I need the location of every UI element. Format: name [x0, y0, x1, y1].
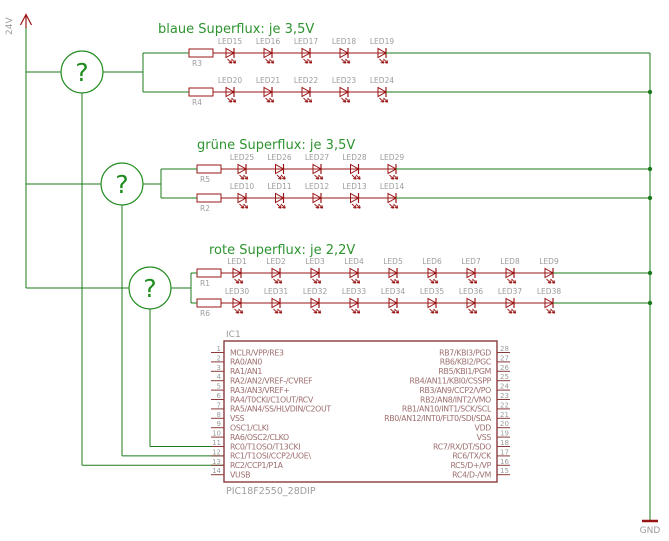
resistor-R4[interactable] — [189, 88, 213, 96]
led-name: LED7 — [461, 257, 481, 266]
resistor-body[interactable] — [197, 194, 221, 202]
resistor-R6[interactable] — [197, 299, 221, 307]
led-LED26[interactable] — [276, 164, 286, 179]
resistor-R3[interactable] — [189, 49, 213, 57]
gnd-label: GND — [639, 526, 661, 536]
junction-dot — [648, 271, 652, 275]
led-LED3[interactable] — [311, 268, 321, 283]
led-LED35[interactable] — [428, 298, 438, 313]
led-emission-arrows-icon — [228, 98, 236, 102]
led-name: LED11 — [267, 182, 292, 191]
led-name: LED15 — [217, 37, 243, 46]
led-emission-arrows-icon — [508, 309, 516, 313]
junction-dot — [648, 301, 652, 305]
led-LED29[interactable] — [388, 164, 398, 179]
led-name: LED2 — [266, 257, 286, 266]
led-name: LED32 — [302, 287, 328, 296]
led-name: LED38 — [536, 287, 562, 296]
led-LED14[interactable] — [388, 193, 398, 208]
pin-number: 17 — [500, 448, 509, 457]
led-emission-arrows-icon — [228, 59, 236, 63]
led-emission-arrows-icon — [342, 59, 350, 63]
group-title: grüne Superflux: je 3,5V — [197, 138, 356, 153]
led-LED32[interactable] — [311, 298, 321, 313]
pin-label: VDD — [474, 423, 491, 433]
led-LED20[interactable] — [226, 87, 236, 102]
led-LED7[interactable] — [467, 268, 477, 283]
pin-label: VUSB — [230, 470, 251, 480]
led-LED5[interactable] — [389, 268, 399, 283]
pin-label: RA2/AN2/VREF-/CVREF — [230, 376, 313, 386]
pin-label: RC4/D-/VM — [452, 470, 491, 480]
resistor-R1[interactable] — [197, 269, 221, 277]
pin-label: RA0/AN0 — [230, 357, 263, 367]
pin-number: 24 — [500, 382, 509, 391]
led-name: LED30 — [224, 287, 250, 296]
pin-number: 1 — [216, 345, 221, 353]
pin-label: RB7/KBI3/PGD — [439, 348, 491, 358]
led-name: LED37 — [497, 287, 523, 296]
led-emission-arrows-icon — [266, 59, 274, 63]
led-emission-arrows-icon — [390, 175, 398, 179]
led-name: LED35 — [419, 287, 445, 296]
led-emission-arrows-icon — [274, 279, 282, 283]
junction-dot — [648, 196, 652, 200]
pin-label: RB1/AN10/INT1/SCK/SCL — [401, 404, 491, 414]
pin-label: RC0/T1OSO/T13CKI — [230, 442, 301, 452]
resistor-name: R5 — [200, 175, 210, 184]
led-name: LED10 — [229, 182, 255, 191]
led-name: LED24 — [369, 76, 395, 85]
pin-number: 26 — [500, 363, 509, 372]
pin-number: 18 — [500, 439, 509, 447]
driver-question-mark: ? — [143, 274, 157, 303]
pin-label: RB3/AN9/CCP2/VPO — [419, 385, 491, 395]
led-name: LED16 — [255, 37, 281, 46]
pin-number: 8 — [216, 410, 221, 419]
led-emission-arrows-icon — [430, 309, 438, 313]
led-name: LED25 — [229, 153, 255, 162]
led-name: LED14 — [379, 182, 405, 191]
pin-label: RC5/D+/VP — [450, 461, 491, 471]
resistor-name: R2 — [200, 204, 210, 213]
led-emission-arrows-icon — [240, 204, 248, 208]
led-name: LED4 — [344, 257, 364, 266]
pin-label: RC7/RX/DT/SDO — [432, 442, 491, 452]
led-name: LED29 — [379, 153, 405, 162]
led-emission-arrows-icon — [380, 59, 388, 63]
led-name: LED36 — [458, 287, 484, 296]
pin-number: 7 — [216, 401, 221, 410]
pin-number: 28 — [500, 345, 509, 353]
led-LED27[interactable] — [313, 164, 323, 179]
pin-number: 14 — [212, 467, 221, 476]
led-emission-arrows-icon — [352, 309, 360, 313]
resistor-R2[interactable] — [197, 194, 221, 202]
pin-number: 11 — [212, 439, 221, 447]
led-LED36[interactable] — [467, 298, 477, 313]
pin-number: 3 — [216, 363, 221, 372]
led-name: LED8 — [500, 257, 520, 266]
led-emission-arrows-icon — [304, 59, 312, 63]
resistor-name: R1 — [200, 279, 210, 288]
pin-label: VSS — [230, 414, 245, 424]
supply-24v-arrow-icon[interactable] — [21, 15, 32, 29]
led-name: LED28 — [342, 153, 367, 162]
pin-label: RC6/TX/CK — [452, 451, 491, 461]
led-emission-arrows-icon — [430, 279, 438, 283]
led-emission-arrows-icon — [352, 175, 360, 179]
pin-number: 16 — [500, 457, 509, 466]
led-emission-arrows-icon — [342, 98, 350, 102]
led-name: LED21 — [255, 76, 281, 85]
pin-number: 12 — [212, 448, 221, 457]
ic-designator: IC1 — [226, 330, 241, 340]
led-emission-arrows-icon — [380, 98, 388, 102]
led-emission-arrows-icon — [235, 279, 243, 283]
led-emission-arrows-icon — [277, 204, 285, 208]
pin-number: 6 — [216, 392, 221, 400]
led-name: LED20 — [217, 76, 243, 85]
pin-number: 5 — [216, 382, 221, 391]
led-emission-arrows-icon — [547, 279, 555, 283]
supply-24v-label: 24V — [5, 17, 15, 35]
led-LED34[interactable] — [389, 298, 399, 313]
pin-number: 4 — [216, 373, 221, 382]
led-emission-arrows-icon — [352, 279, 360, 283]
pin-label: RA5/AN4/SS/HLVDIN/C2OUT — [230, 404, 331, 414]
led-emission-arrows-icon — [469, 309, 477, 313]
led-LED19[interactable] — [378, 48, 388, 63]
led-emission-arrows-icon — [304, 98, 312, 102]
led-emission-arrows-icon — [274, 309, 282, 313]
led-LED25[interactable] — [238, 164, 248, 179]
pin-label: RA6/OSC2/CLKO — [230, 432, 289, 442]
led-LED18[interactable] — [340, 48, 350, 63]
pin-label: RA3/AN3/VREF+ — [230, 385, 290, 395]
group-title: rote Superflux: je 2,2V — [209, 243, 356, 258]
led-name: LED33 — [341, 287, 367, 296]
led-name: LED18 — [331, 37, 357, 46]
led-emission-arrows-icon — [508, 279, 516, 283]
resistor-name: R6 — [200, 309, 210, 318]
pin-number: 21 — [500, 410, 509, 419]
led-emission-arrows-icon — [315, 204, 323, 208]
led-name: LED26 — [267, 153, 292, 162]
led-LED12[interactable] — [313, 193, 323, 208]
led-name: LED31 — [263, 287, 289, 296]
resistor-body[interactable] — [189, 88, 213, 96]
led-name: LED23 — [331, 76, 357, 85]
pin-label: RA1/AN1 — [230, 367, 263, 377]
junction-dot — [648, 167, 652, 171]
led-name: LED27 — [304, 153, 330, 162]
pin-number: 19 — [500, 429, 509, 438]
led-LED2[interactable] — [272, 268, 282, 283]
resistor-R5[interactable] — [197, 165, 221, 173]
pin-number: 13 — [212, 457, 221, 466]
led-name: LED22 — [293, 76, 319, 85]
led-emission-arrows-icon — [391, 279, 399, 283]
led-emission-arrows-icon — [235, 309, 243, 313]
led-name: LED34 — [380, 287, 406, 296]
led-name: LED9 — [539, 257, 559, 266]
driver-question-mark: ? — [115, 170, 129, 199]
resistor-body[interactable] — [189, 49, 213, 57]
resistor-body[interactable] — [197, 299, 221, 307]
led-LED38[interactable] — [545, 298, 555, 313]
pin-number: 15 — [500, 467, 509, 476]
led-LED37[interactable] — [506, 298, 516, 313]
pin-label: RB2/AN8/INT2/VMO — [420, 395, 491, 405]
pin-label: RB4/AN11/KBI0/CSSPP — [409, 376, 491, 386]
pin-number: 10 — [212, 429, 221, 438]
led-LED16[interactable] — [264, 48, 274, 63]
pin-number: 27 — [500, 354, 509, 363]
led-LED15[interactable] — [226, 48, 236, 63]
led-LED1[interactable] — [233, 268, 243, 283]
led-name: LED6 — [422, 257, 442, 266]
led-name: LED1 — [227, 257, 247, 266]
led-LED31[interactable] — [272, 298, 282, 313]
led-LED13[interactable] — [351, 193, 361, 208]
led-emission-arrows-icon — [277, 175, 285, 179]
led-LED24[interactable] — [378, 87, 388, 102]
pin-number: 9 — [216, 420, 221, 429]
led-emission-arrows-icon — [266, 98, 274, 102]
led-emission-arrows-icon — [240, 175, 248, 179]
led-LED10[interactable] — [238, 193, 248, 208]
led-emission-arrows-icon — [547, 309, 555, 313]
led-emission-arrows-icon — [391, 309, 399, 313]
led-LED4[interactable] — [350, 268, 360, 283]
pin-number: 2 — [216, 354, 221, 363]
led-emission-arrows-icon — [390, 204, 398, 208]
pin-label: RC1/T1OSI/CCP2/UOE\ — [230, 451, 311, 461]
pin-number: 23 — [500, 392, 509, 400]
pin-number: 25 — [500, 373, 509, 382]
led-LED6[interactable] — [428, 268, 438, 283]
led-LED9[interactable] — [545, 268, 555, 283]
led-emission-arrows-icon — [352, 204, 360, 208]
pin-number: 22 — [500, 401, 509, 410]
pin-label: MCLR/VPP/RE3 — [230, 348, 284, 358]
ic-part-name: PIC18F2550_28DIP — [226, 486, 316, 497]
driver-question-mark: ? — [75, 58, 89, 87]
led-LED30[interactable] — [233, 298, 243, 313]
pin-label: OSC1/CLKI — [230, 423, 269, 433]
group-title: blaue Superflux: je 3,5V — [158, 22, 315, 37]
led-name: LED13 — [342, 182, 367, 191]
led-LED17[interactable] — [302, 48, 312, 63]
led-LED11[interactable] — [276, 193, 286, 208]
resistor-name: R3 — [192, 59, 202, 68]
led-LED8[interactable] — [506, 268, 516, 283]
led-name: LED5 — [383, 257, 403, 266]
led-LED33[interactable] — [350, 298, 360, 313]
resistor-body[interactable] — [197, 165, 221, 173]
led-emission-arrows-icon — [315, 175, 323, 179]
resistor-body[interactable] — [197, 269, 221, 277]
led-emission-arrows-icon — [313, 309, 321, 313]
led-emission-arrows-icon — [313, 279, 321, 283]
pin-label: RB0/AN12/INT0/FLT0/SDI/SDA — [384, 414, 491, 424]
led-name: LED17 — [293, 37, 319, 46]
pin-label: RB6/KBI2/PGC — [439, 357, 491, 367]
led-LED21[interactable] — [264, 87, 274, 102]
led-LED22[interactable] — [302, 87, 312, 102]
led-name: LED3 — [305, 257, 325, 266]
led-LED28[interactable] — [351, 164, 361, 179]
resistor-name: R4 — [192, 98, 202, 107]
led-name: LED19 — [369, 37, 395, 46]
led-LED23[interactable] — [340, 87, 350, 102]
led-name: LED12 — [304, 182, 330, 191]
pin-label: RB5/KBI1/PGM — [438, 367, 491, 377]
pin-label: RA4/T0CKI/C1OUT/RCV — [230, 395, 313, 405]
pin-number: 20 — [500, 420, 509, 429]
pin-label: RC2/CCP1/P1A — [230, 461, 283, 471]
junction-dot — [648, 90, 652, 94]
pin-label: VSS — [476, 432, 491, 442]
led-emission-arrows-icon — [469, 279, 477, 283]
